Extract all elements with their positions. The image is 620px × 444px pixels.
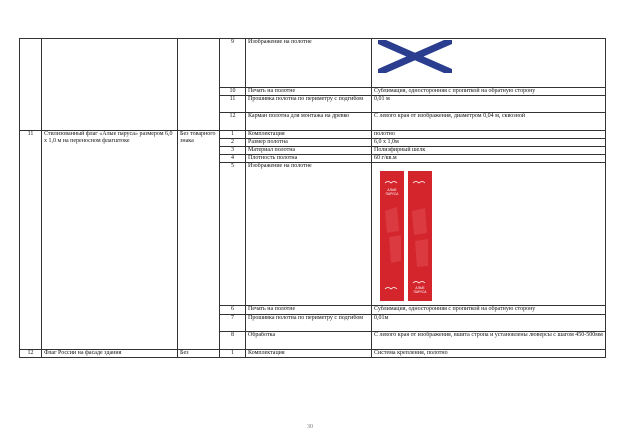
param-name: Прошивка полотна по периметру с подгибом [246,315,372,332]
param-value: С левого края от изображения, вшита стропа и установлены люверсы с шагом 450-500мм [372,332,606,350]
param-name: Печать на полотне [246,88,372,96]
banner-text-4: ПАРУСА [413,290,427,294]
page-number: 30 [307,424,313,430]
item-brand: Без товарного знака [178,131,220,350]
param-value: С левого края от изображения, диаметром 0,04 м, сквозной [372,113,606,131]
item-brand: Без [178,350,220,358]
param-value: Сублимация, односторонняя с пропиткой на обратную сторону [372,306,606,315]
param-name: Изображение на полотне [246,39,372,88]
param-value: Система крепления, полотно [372,350,606,358]
row-number: 12 [220,113,246,131]
param-name: Комплектация [246,131,372,139]
specification-table [19,38,606,358]
row-number: 6 [220,306,246,315]
row-number: 11 [220,96,246,113]
param-name: Размер полотна [246,139,372,147]
param-name: Обработка [246,332,372,350]
row-number: 3 [220,147,246,155]
brand-cell [178,39,220,131]
param-value: 0,01м [372,315,606,332]
param-value: 60 г/кв.м [372,155,606,163]
param-name: Комплектация [246,350,372,358]
table-row [20,131,606,139]
item-index: 11 [20,131,42,350]
banner-text-3: АЛЫЕ [415,286,425,290]
param-name: Карман полотна для монтажа на древко [246,113,372,131]
item-index: 12 [20,350,42,358]
item-name: Флаг России на фасаде здания [42,350,178,358]
index-cell [20,39,42,131]
param-value: 0,01 м [372,96,606,113]
param-name: Прошивка полотна по периметру с подгибом [246,96,372,113]
item-name: Стилизованный флаг «Алые паруса» размером 6,0 х 1,0 м на переносном флагштоке [42,131,178,350]
image-cell [372,39,606,88]
banner-text-2: ПАРУСА [385,192,399,196]
param-name: Изображение на полотне [246,163,372,306]
param-value: полотно [372,131,606,139]
param-value: Сублимация, односторонняя с пропиткой на обратную сторону [372,88,606,96]
row-number: 7 [220,315,246,332]
name-cell [42,39,178,131]
row-number: 10 [220,88,246,96]
row-number: 1 [220,350,246,358]
andrew-flag-image [378,40,452,73]
image-cell [372,163,606,306]
banner-text-1: АЛЫЕ [387,188,397,192]
param-value: Полиэфирный шелк [372,147,606,155]
row-number: 1 [220,131,246,139]
param-name: Печать на полотне [246,306,372,315]
row-number: 8 [220,332,246,350]
row-number: 9 [220,39,246,88]
param-name: Плотность полотна [246,155,372,163]
row-number: 2 [220,139,246,147]
param-value: 6,0 х 1,0м [372,139,606,147]
table-row [20,350,606,358]
row-number: 5 [220,163,246,306]
table-row [20,39,606,88]
param-name: Материал полотна [246,147,372,155]
row-number: 4 [220,155,246,163]
banner-right [408,171,432,301]
alye-parusa-banners-image [379,171,433,301]
